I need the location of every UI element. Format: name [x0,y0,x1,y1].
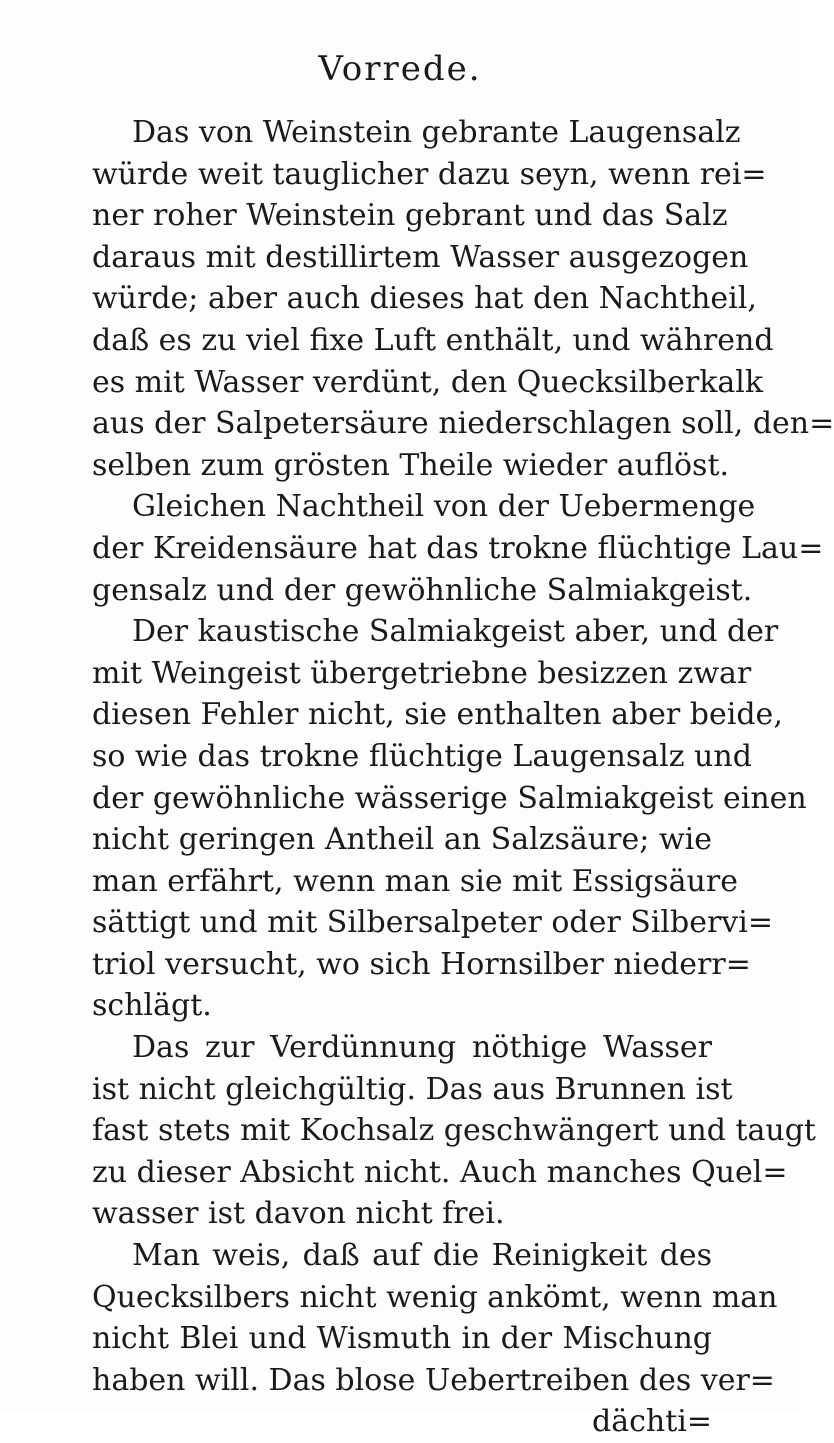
text-line: diesen Fehler nicht, sie enthalten aber beide, [92,697,783,733]
text-line: schlägt. [92,988,212,1024]
text-line: wasser ist davon nicht frei. [92,1196,505,1232]
text-line: nicht Blei und Wismuth in der Mischung [92,1321,712,1357]
text-line: Das zur Verdünnung nöthige Wasser [132,1030,712,1066]
text-line: triol versucht, wo sich Hornsilber niederr= [92,946,751,982]
text-line: daß es zu viel fixe Luft enthält, und während [92,322,774,358]
text-line: Man weis, daß auf die Reinigkeit des [132,1238,712,1274]
catchword: dächti= [592,1404,712,1440]
text-line: sättigt und mit Silbersalpeter oder Silbervi= [92,905,773,941]
body-text [92,112,834,1443]
text-line: Quecksilbers nicht wenig ankömt, wenn man [92,1279,778,1315]
text-line: ist nicht gleichgültig. Das aus Brunnen ist [92,1071,733,1107]
text-line: ner roher Weinstein gebrant und das Salz [92,198,728,234]
running-head: Vorrede. [318,49,482,89]
text-line: Der kaustische Salmiakgeist aber, und der [132,614,779,650]
text-line: mit Weingeist übergetriebne besizzen zwar [92,655,752,691]
text-line: nicht geringen Antheil an Salzsäure; wie [92,822,712,858]
text-line: Das von Weinstein gebrante Laugensalz [132,115,741,150]
text-line: fast stets mit Kochsalz geschwängert und taugt [92,1113,816,1149]
text-line: der Kreidensäure hat das trokne flüchtige Lau= [92,530,824,566]
text-line: selben zum grösten Theile wieder auflöst. [92,447,730,483]
text-line: es mit Wasser verdünt, den Quecksilberkalk [92,364,764,400]
text-line: daraus mit destillirtem Wasser ausgezogen [92,239,749,275]
text-line: würde weit tauglicher dazu seyn, wenn rei= [92,156,767,192]
text-line: so wie das trokne flüchtige Laugensalz und [92,738,752,774]
text-line: man erfährt, wenn man sie mit Essigsäure [92,863,738,899]
text-line: zu dieser Absicht nicht. Auch manches Quel= [92,1154,788,1190]
text-line: haben will. Das blose Uebertreiben des ver= [92,1362,775,1398]
text-line: der gewöhnliche wässerige Salmiakgeist einen [92,780,807,816]
text-line: Gleichen Nachtheil von der Uebermenge [132,489,756,525]
text-line: würde; aber auch dieses hat den Nachtheil, [92,281,757,317]
text-line: gensalz und der gewöhnliche Salmiakgeist. [92,572,753,608]
text-line: aus der Salpetersäure niederschlagen soll, den= [92,406,834,442]
